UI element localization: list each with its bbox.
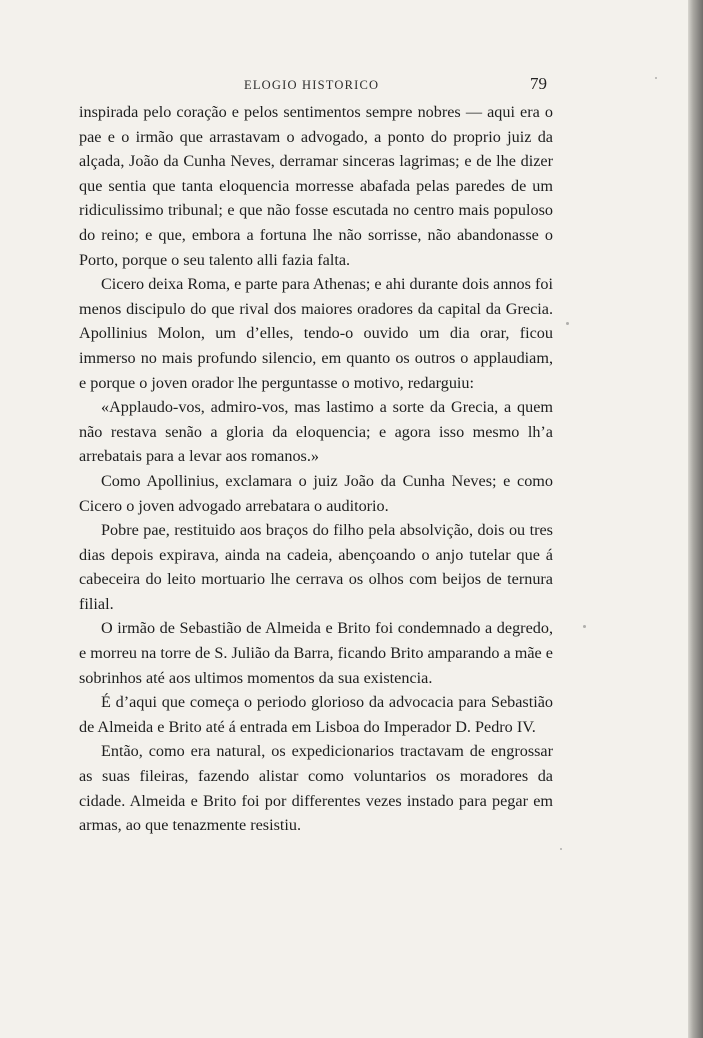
running-title: ELOGIO HISTORICO bbox=[244, 78, 380, 92]
paragraph: Como Apollinius, exclamara o juiz João da Cunha Neves; e como Cicero o joven advogado arrebatara o auditorio. bbox=[79, 471, 553, 515]
paragraph-quote: «Applaudo-vos, admiro-vos, mas lastimo a sorte da Grecia, a quem não restava senão a gloria da eloquencia; e agora isso mesmo lh’a arrebatais para a levar aos romanos.» bbox=[79, 398, 553, 466]
page-number: 79 bbox=[530, 74, 547, 93]
paragraph: É d’aqui que começa o periodo glorioso da advocacia para Sebastião de Almeida e Brito até á entrada em Lisboa do Imperador D. Pedro IV. bbox=[79, 693, 553, 736]
paragraph: Então, como era natural, os expedicionarios tractavam de engrossar as suas fileiras, fazendo alistar como voluntarios os moradores da cidade. Almeida e Brito foi por differentes vezes instado para pegar em armas, ao que tenazmente resistiu. bbox=[79, 742, 553, 835]
paper-speck bbox=[583, 625, 586, 628]
page-header bbox=[0, 74, 688, 96]
paper-speck bbox=[560, 848, 562, 850]
page-edge-shadow bbox=[688, 0, 703, 1038]
paragraph: O irmão de Sebastião de Almeida e Brito foi condemnado a degredo, e morreu na torre de S. Julião da Barra, ficando Brito amparando a mãe e sobrinhos até aos ultimos momentos da sua existencia. bbox=[79, 619, 553, 687]
paragraph: inspirada pelo coração e pelos sentimentos sempre nobres — aqui era o pae e o irmão que arrastavam o advogado, a ponto do proprio juiz da alçada, João da Cunha Neves, derramar sinceras lagrimas; e de lhe dizer que sentia que tanta eloquencia morresse abafada pelas paredes de um ridiculissimo tribunal; e que não fosse escutada no centro mais populoso do reino; e que, embora a fortuna lhe não sorrisse, não abandonasse o Porto, porque o seu talento alli fazia falta. bbox=[79, 103, 553, 269]
paper-speck bbox=[566, 322, 569, 325]
paragraph: Pobre pae, restituido aos braços do filho pela absolvição, dois ou tres dias depois expirava, ainda na cadeia, abençoando o anjo tutelar que á cabeceira do leito mortuario lhe cerrava os olhos com beijos de ternura filial. bbox=[79, 521, 553, 613]
body-text bbox=[79, 100, 553, 838]
paragraph: Cicero deixa Roma, e parte para Athenas; e ahi durante dois annos foi menos discipulo do que rival dos maiores oradores da capital da Grecia. Apollinius Molon, um d’elles, tendo-o ouvido um dia orar, ficou immerso no mais profundo silencio, em quanto os outros o applaudiam, e porque o joven orador lhe perguntasse o motivo, redarguiu: bbox=[79, 275, 553, 392]
paper-speck bbox=[655, 77, 657, 79]
